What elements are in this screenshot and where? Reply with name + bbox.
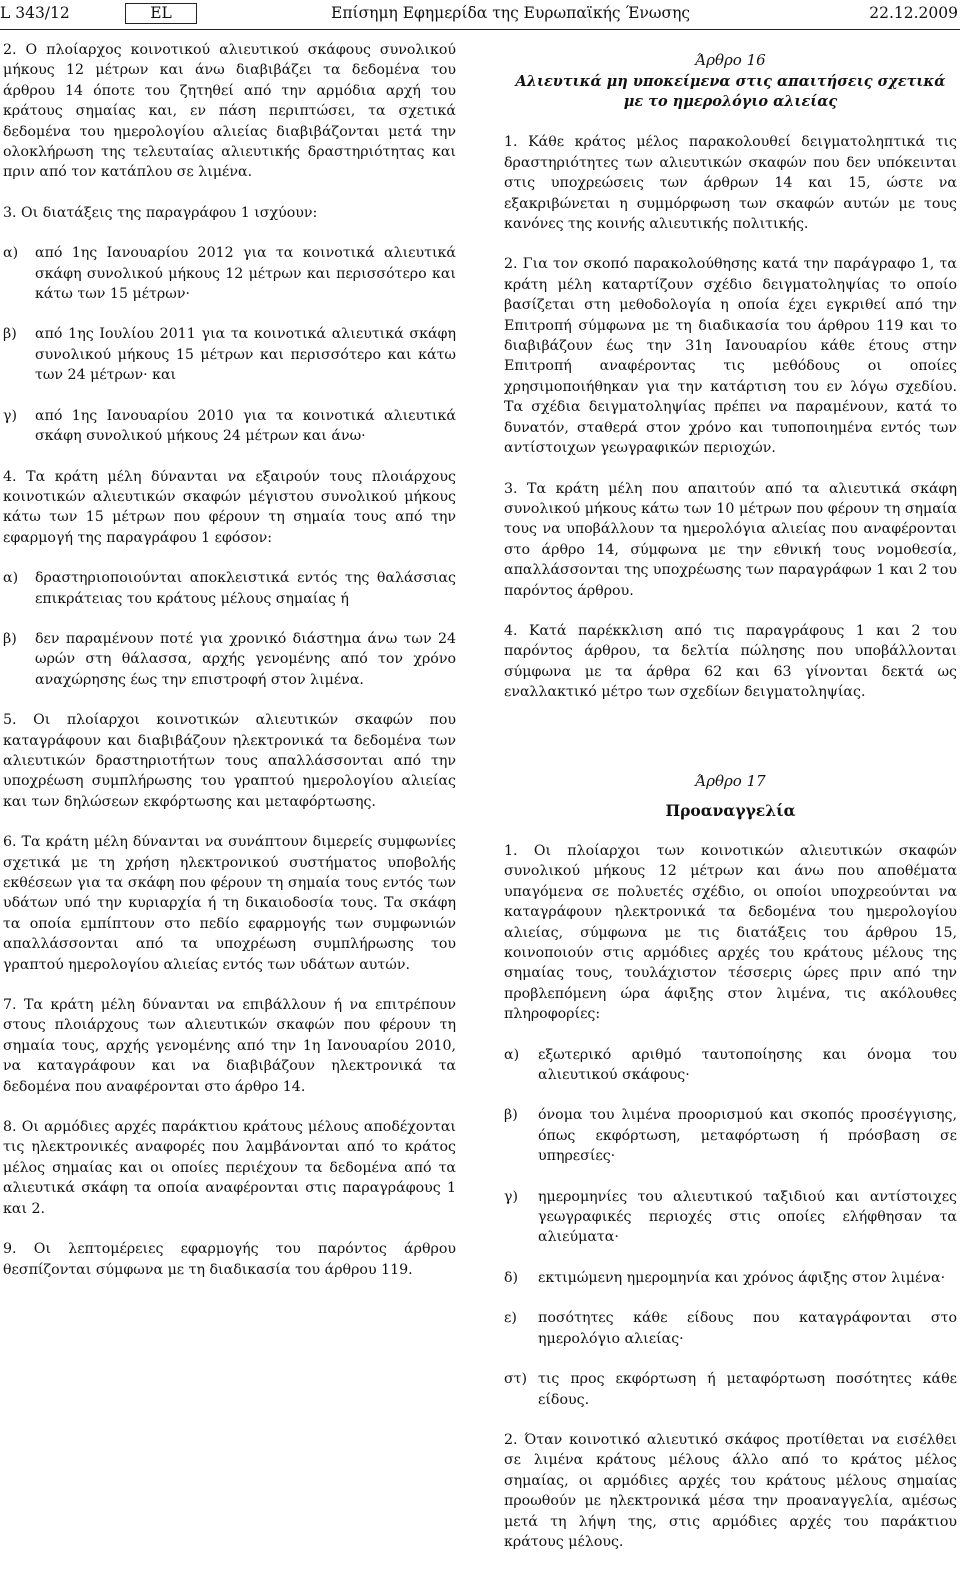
article-17-paragraph-1: 1. Οι πλοίαρχοι των κοινοτικών αλιευτικών σκαφών συνολικού μήκους 12 μέτρων και άνω που αποθέματα υπαγόμενα σε πολυετές σχέδιο, οι οποίοι υποχρεούνται να καταγράφουν ηλεκτρονικά τα δεδομένα του ημερολογίου αλιείας, σύμφωνα με τις διατάξεις του άρθρου 15, κοινοποιούν στις αρμόδιες αρχές του κράτους μέλους της σημαίας τους, τουλάχιστον τέσσερις ώρες πριν από την προβλεπόμενη ώρα άφιξης στον λιμένα, τις ακόλουθες πληροφορίες:: [504, 842, 957, 1023]
list-item-text: δεν παραμένουν ποτέ για χρονικό διάστημα άνω των 24 ωρών στη θάλασσα, αρχής γενομένης από τον χρόνο αναχώρησης έως την επιστροφή στον λιμένα.: [35, 630, 456, 688]
header-rule: [0, 29, 960, 30]
paragraph-6: 6. Τα κράτη μέλη δύνανται να συνάπτουν διμερείς συμφωνίες σχετικά με τη χρήση ηλεκτρονικού συστήματος υποβολής εκθέσεων για τα σκάφη που φέρουν τη σημαία τους εντός των υδάτων υπό την κυριαρχία ή τη δικαιοδοσία τους. Τα σκάφη τα οποία εμπίπτουν στο πεδίο εφαρμογής των συμφωνιών απαλλάσσονται από τα υποχρέωση συμπλήρωσης του γραπτού ημερολογίου αλιείας εντός των υδάτων αυτών.: [3, 834, 456, 973]
article-16-title: Άρθρο 16: [695, 51, 766, 69]
list-item-label: β): [3, 326, 17, 343]
journal-title: Επίσημη Εφημερίδα της Ευρωπαϊκής Ένωσης: [331, 4, 691, 22]
list-item: [504, 1268, 957, 1288]
paragraph-5: 5. Οι πλοίαρχοι κοινοτικών αλιευτικών σκαφών που καταγράφουν και διαβιβάζουν ηλεκτρονικά τα δεδομένα των αλιευτικών δραστηριοτήτων τους απαλλάσσονται από την υποχρέωση συμπλήρωσης του γραπτού ημερολογίου αλιείας και των δηλώσεων εκφόρτωσης και μεταφόρτωσης.: [3, 712, 456, 810]
paragraph-9: 9. Οι λεπτομέρειες εφαρμογής του παρόντος άρθρου θεσπίζονται σύμφωνα με τη διαδικασία του άρθρου 119.: [3, 1241, 456, 1278]
publication-date: 22.12.2009: [869, 4, 958, 22]
page-header: [0, 0, 960, 34]
list-item-label: ε): [504, 1310, 517, 1327]
list-item-text: εξωτερικό αριθμό ταυτοποίησης και όνομα του αλιευτικού σκάφους·: [538, 1046, 957, 1084]
page-number: L 343/12: [0, 4, 70, 22]
article-spacer: [504, 723, 957, 761]
list-item-text: εκτιμώμενη ημερομηνία και χρόνος άφιξης στον λιμένα·: [538, 1269, 946, 1286]
list-item-text: τις προς εκφόρτωση ή μεταφόρτωση ποσότητες κάθε είδους.: [538, 1371, 957, 1408]
list-item: [504, 1187, 957, 1248]
list-item-label: α): [3, 570, 19, 587]
list-item-label: α): [3, 245, 19, 262]
article-16-heading: Αλιευτικά μη υποκείμενα στις απαιτήσεις σχετικά με το ημερολόγιο αλιείας: [515, 73, 946, 111]
list-item-label: γ): [504, 1188, 519, 1205]
list-item-label: δ): [504, 1269, 519, 1286]
article-16-paragraph-4: 4. Κατά παρέκκλιση από τις παραγράφους 1 και 2 του παρόντος άρθρου, τα δελτία πώλησης που υποβάλλονται σύμφωνα με τα άρθρα 62 και 63 γίνονται δεκτά ως εναλλακτικό μέτρο των σχεδίων δειγματοληψίας.: [504, 622, 957, 701]
paragraph-4: 4. Τα κράτη μέλη δύνανται να εξαιρούν τους πλοιάρχους κοινοτικών αλιευτικών σκαφών μέγιστου συνολικού μήκους κάτω των 15 μέτρων που φέρουν τη σημαία τους από την εφαρμογή της παραγράφου 1 εφόσον:: [3, 468, 456, 546]
article-17-paragraph-2: 2. Όταν κοινοτικό αλιευτικό σκάφος προτίθεται να εισέλθει σε λιμένα κράτους μέλους άλλο από το κράτος μέλος σημαίας, οι αρμόδιες αρχές του κράτους μέλους σημαίας προωθούν με ηλεκτρονικά μέσα την προαναγγελία, αμέσως μετά τη λήψη της, στις αρμόδιες αρχές του παράκτιου κράτους μέλους.: [504, 1431, 957, 1550]
list-item-text: από 1ης Ιουλίου 2011 για τα κοινοτικά αλιευτικά σκάφη συνολικού μήκους 15 μέτρων και περισσότερο και κάτω των 24 μέτρων· και: [35, 326, 456, 384]
paragraph-7: 7. Τα κράτη μέλη δύνανται να επιβάλλουν ή να επιτρέπουν στους πλοιάρχους των αλιευτικών σκαφών που φέρουν τη σημαία τους, αρχής γενομένης από την 1η Ιανουαρίου 2010, να καταγράφουν και να διαβιβάζουν ηλεκτρονικά τα δεδομένα που αναφέρονται στο άρθρο 14.: [3, 997, 456, 1095]
list-item: [3, 243, 456, 304]
article-17-title: Άρθρο 17: [695, 771, 766, 790]
list-item-text: όνομα του λιμένα προορισμού και σκοπός προσέγγισης, όπως εκφόρτωση, μεταφόρτωση ή πρόσβαση σε υπηρεσίες·: [538, 1107, 957, 1165]
article-16-paragraph-1: 1. Κάθε κράτος μέλος παρακολουθεί δειγματοληπτικά τις δραστηριότητες των αλιευτικών σκαφών που δεν υπόκεινται στις υποχρεώσεις των άρθρων 14 και 15, ώστε να εξακριβώνεται η συμμόρφωση των σκαφών αυτών με τους κανόνες της κοινής αλιευτικής πολιτικής.: [504, 134, 957, 233]
list-item-label: α): [504, 1046, 520, 1063]
right-column: [504, 40, 957, 1572]
list-item: [504, 1105, 957, 1166]
list-item-text: από 1ης Ιανουαρίου 2010 για τα κοινοτικά αλιευτικά σκάφη συνολικού μήκους 24 μέτρων και άνω·: [35, 407, 456, 445]
paragraph-3: 3. Οι διατάξεις της παραγράφου 1 ισχύουν:: [3, 204, 318, 221]
list-item: [3, 324, 456, 385]
list-item-text: ποσότητες κάθε είδους που καταγράφονται στο ημερολόγιο αλιείας·: [538, 1310, 957, 1347]
paragraph-2: 2. Ο πλοίαρχος κοινοτικού αλιευτικού σκάφους συνολικού μήκους 12 μέτρων και άνω διαβιβάζει τα δεδομένα του άρθρου 14 όποτε του ζητηθεί από την αρμόδια αρχή του κράτους σημαίας και, εν πάση περιπτώσει, τα σχετικά δεδομένα του ημερολογίου αλιείας διαβιβάζονται μετά την ολοκλήρωση της τελευταίας αλιευτικής δραστηριότητας και πριν από τον κατάπλου σε λιμένα.: [3, 42, 456, 181]
list-item-text: από 1ης Ιανουαρίου 2012 για τα κοινοτικά αλιευτικά σκάφη συνολικού μήκους 12 μέτρων και περισσότερο και κάτω των 15 μέτρων·: [35, 245, 456, 303]
list-item: [3, 568, 456, 609]
list-item-label: στ): [504, 1371, 528, 1388]
list-item-label: γ): [3, 407, 18, 424]
article-16-paragraph-3: 3. Τα κράτη μέλη που απαιτούν από τα αλιευτικά σκάφη συνολικού μήκους κάτω των 10 μέτρων που φέρουν τη σημαία τους να υποβάλλουν τα ημερολόγια αλιείας που αναφέρονται στο άρθρο 14, σύμφωνα με την εθνική τους νομοθεσία, απαλλάσσονται της υποχρέωσης των παραγράφων 1 και 2 του παρόντος άρθρου.: [504, 480, 957, 599]
paragraph-8: 8. Οι αρμόδιες αρχές παράκτιου κράτους μέλους αποδέχονται τις ηλεκτρονικές αναφορές που λαμβάνονται από το κράτος μέλος σημαίας και οι οποίες περιέχουν τα δεδομένα από τα αλιευτικά σκάφη τα οποία αναφέρονται στις παραγράφους 1 και 2.: [3, 1119, 456, 1217]
list-item: [504, 1045, 957, 1086]
list-item: [3, 406, 456, 447]
list-item-text: ημερομηνίες του αλιευτικού ταξιδιού και αντίστοιχες γεωγραφικές περιοχές στις οποίες ελήφθησαν τα αλιεύματα·: [538, 1188, 957, 1246]
list-item: [3, 629, 456, 690]
left-column: [3, 40, 456, 1300]
list-item: [504, 1308, 957, 1349]
list-item-label: β): [3, 630, 17, 647]
article-16-paragraph-2: 2. Για τον σκοπό παρακολούθησης κατά την παράγραφο 1, τα κράτη μέλη καταρτίζουν σχέδιο δειγματοληψίας το οποίο βασίζεται στη μεθοδολογία η οποία έχει εγκριθεί από την Επιτροπή σύμφωνα με τη διαδικασία του άρθρου 119 και το διαβιβάζουν έως την 31η Ιανουαρίου κάθε έτους στην Επιτροπή αναφέροντας τις μεθόδους οι οποίες χρησιμοποιήθηκαν για την κατάρτιση του εν λόγω σχεδίου. Τα σχέδια δειγματοληψίας πρέπει να παραμένουν, κατά το δυνατόν, σταθερά στον χρόνο και τυποποιημένα εντός των αντίστοιχων γεωγραφικών περιοχών.: [504, 256, 957, 457]
article-17-heading: Προαναγγελία: [665, 800, 796, 820]
language-code-box: EL: [125, 3, 197, 24]
list-item-text: δραστηριοποιούνται αποκλειστικά εντός της θαλάσσιας επικράτειας του κράτους μέλους σημαίας ή: [35, 570, 456, 607]
list-item: [504, 1369, 957, 1410]
list-item-label: β): [504, 1107, 518, 1124]
